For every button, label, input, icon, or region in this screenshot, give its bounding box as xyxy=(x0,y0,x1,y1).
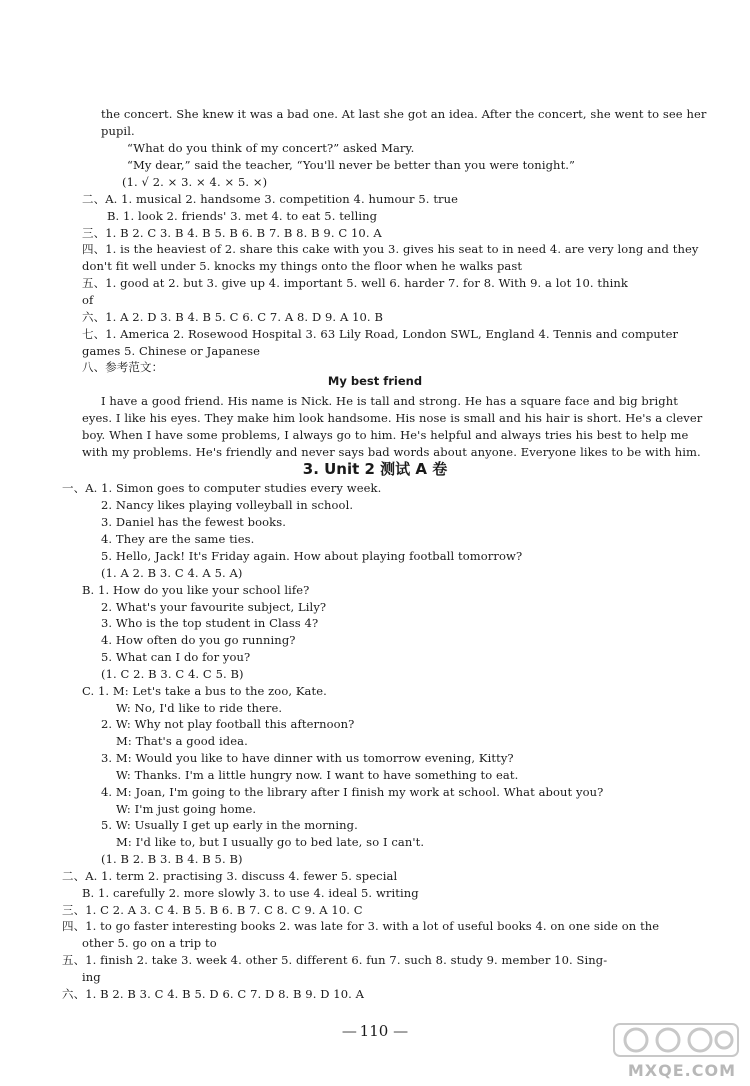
answer-line: B. 1. carefully 2. more slowly 3. to use 4. ideal 5. writing xyxy=(82,886,419,900)
answer-line: 三、1. C 2. A 3. C 4. B 5. B 6. B 7. C 8. C 9. A 10. C xyxy=(62,903,363,917)
answer-line: 六、1. B 2. B 3. C 4. B 5. D 6. C 7. D 8. B 9. D 10. A xyxy=(62,987,365,1001)
answer-line: 2. Nancy likes playing volleyball in school. xyxy=(101,498,354,512)
answer-line: 五、1. good at 2. but 3. give up 4. important 5. well 6. harder 7. for 8. With 9. a lot 10. think xyxy=(82,276,628,290)
answer-line: 四、1. to go faster interesting books 2. was late for 3. with a lot of useful books 4. on one side on the xyxy=(62,919,660,933)
answer-line: of xyxy=(82,293,94,307)
answer-line: games 5. Chinese or Japanese xyxy=(82,344,261,358)
answer-line: M: I'd like to, but I usually go to bed late, so I can't. xyxy=(116,835,425,849)
answer-line: pupil. xyxy=(101,124,135,138)
answer-line: 3. Who is the top student in Class 4? xyxy=(101,616,319,630)
answer-line: 4. They are the same ties. xyxy=(101,532,255,546)
answer-line: B. 1. How do you like your school life? xyxy=(82,583,310,597)
answer-line: with my problems. He's friendly and never says bad words about anyone. Everyone likes to be with him. xyxy=(82,445,701,459)
answer-line: 五、1. finish 2. take 3. week 4. other 5. different 6. fun 7. such 8. study 9. member 10. Sing- xyxy=(62,953,608,967)
answer-line: 4. How often do you go running? xyxy=(101,633,296,647)
answer-line: (1. √ 2. × 3. × 4. × 5. ×) xyxy=(122,175,268,189)
answer-line: W: No, I'd like to ride there. xyxy=(116,701,283,715)
answer-line: 2. W: Why not play football this afternoon? xyxy=(101,717,355,731)
answer-line: 5. W: Usually I get up early in the morning. xyxy=(101,818,358,832)
answer-line: don't fit well under 5. knocks my things onto the floor when he walks past xyxy=(82,259,523,273)
page-number: — 110 — xyxy=(341,1022,409,1040)
answer-line: 四、1. is the heaviest of 2. share this cake with you 3. gives his seat to in need 4. are very long and they xyxy=(82,242,699,256)
answer-line: eyes. I like his eyes. They make him look handsome. His nose is small and his hair is short. He's a clever xyxy=(82,411,703,425)
answer-line: C. 1. M: Let's take a bus to the zoo, Kate. xyxy=(82,684,327,698)
answer-line: W: Thanks. I'm a little hungry now. I want to have something to eat. xyxy=(116,768,519,782)
answer-line: W: I'm just going home. xyxy=(116,802,257,816)
answer-line: boy. When I have some problems, I always go to him. He's helpful and always tries his best to help me xyxy=(82,428,689,442)
answer-line: “My dear,” said the teacher, “You'll never be better than you were tonight.” xyxy=(127,158,576,172)
answer-line: 八、参考范文： xyxy=(82,360,164,374)
answer-line: B. 1. look 2. friends' 3. met 4. to eat 5. telling xyxy=(107,209,378,223)
answer-line: 六、1. A 2. D 3. B 4. B 5. C 6. C 7. A 8. D 9. A 10. B xyxy=(82,310,383,324)
answer-line: 七、1. America 2. Rosewood Hospital 3. 63 Lily Road, London SWL, England 4. Tennis and computer xyxy=(82,327,679,341)
answer-line: 5. Hello, Jack! It's Friday again. How about playing football tomorrow? xyxy=(101,549,523,563)
watermark-text: MXQE.COM xyxy=(627,1061,736,1080)
answer-line: 3. M: Would you like to have dinner with us tomorrow evening, Kitty? xyxy=(101,751,514,765)
answer-line: 5. What can I do for you? xyxy=(101,650,251,664)
answer-line: other 5. go on a trip to xyxy=(82,936,217,950)
answer-line: I have a good friend. His name is Nick. He is tall and strong. He has a square face and big bright xyxy=(101,394,678,408)
answer-line: 2. What's your favourite subject, Lily? xyxy=(101,600,327,614)
answer-line: M: That's a good idea. xyxy=(116,734,248,748)
answer-line: 二、A. 1. musical 2. handsome 3. competition 4. humour 5. true xyxy=(82,192,459,206)
answer-line: (1. C 2. B 3. C 4. C 5. B) xyxy=(101,667,244,681)
answer-line: the concert. She knew it was a bad one. At last she got an idea. After the concert, she went to see her xyxy=(101,107,707,121)
answer-line: (1. B 2. B 3. B 4. B 5. B) xyxy=(101,852,243,866)
essay-title: My best friend xyxy=(327,374,423,388)
answer-line: 4. M: Joan, I'm going to the library after I finish my work at school. What about you? xyxy=(101,785,604,799)
page-number-text: 110 xyxy=(359,1022,389,1040)
answer-line: 3. Daniel has the fewest books. xyxy=(101,515,286,529)
answer-line: 一、A. 1. Simon goes to computer studies every week. xyxy=(62,481,382,495)
answer-line: ing xyxy=(82,970,101,984)
unit-heading: 3. Unit 2 测试 A 卷 xyxy=(302,460,448,478)
answer-line: 三、1. B 2. C 3. B 4. B 5. B 6. B 7. B 8. B 9. C 10. A xyxy=(82,226,382,240)
answer-line: “What do you think of my concert?” asked Mary. xyxy=(127,141,415,155)
answer-line: 二、A. 1. term 2. practising 3. discuss 4. fewer 5. special xyxy=(62,869,398,883)
answer-line: (1. A 2. B 3. C 4. A 5. A) xyxy=(101,566,243,580)
